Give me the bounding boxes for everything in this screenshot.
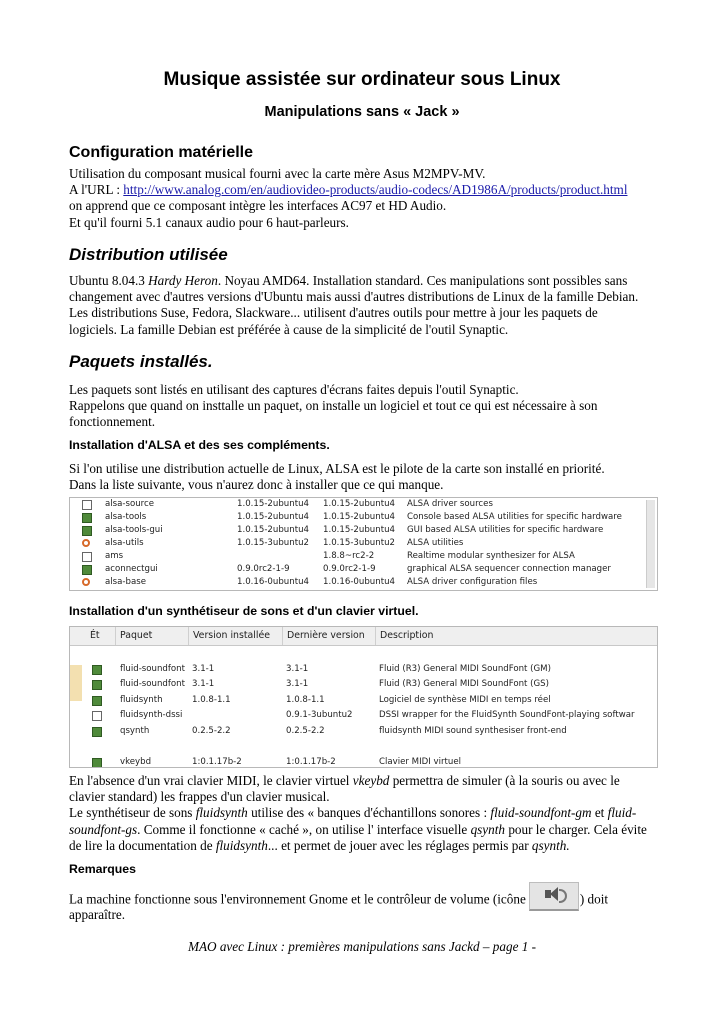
installed-version-cell: 3.1-1 xyxy=(192,679,215,689)
uninstalled-checkbox-icon[interactable] xyxy=(92,711,102,721)
heading-config: Configuration matérielle xyxy=(69,144,254,161)
installed-version-cell: 1.0.15-2ubuntu4 xyxy=(237,499,309,509)
ubuntu-logo-icon[interactable] xyxy=(82,539,90,547)
installed-version-cell: 1:0.1.17b-2 xyxy=(192,756,242,767)
syn-qsynth: qsynth xyxy=(470,821,506,837)
syn-qsynth-2: qsynth. xyxy=(531,837,570,853)
description-cell: fluidsynth MIDI sound synthesiser front-end xyxy=(379,725,567,736)
volume-speaker-icon xyxy=(529,882,579,911)
col-header-latest[interactable]: Dernière version xyxy=(282,627,365,645)
package-row[interactable] xyxy=(70,739,657,755)
config-url-prefix: A l'URL : xyxy=(69,182,124,198)
distro-line-4: logiciels. La famille Debian est préférée à cause de la simplicité de l'outil Synaptic. xyxy=(69,321,509,337)
syn-text-3d: pour le charger. Cela évite xyxy=(505,821,647,837)
installed-checkbox-icon[interactable] xyxy=(92,758,102,768)
synth-line-3 xyxy=(69,838,669,854)
description-cell: Console based ALSA utilities for specific hardware xyxy=(407,512,622,522)
remarques-text-b: ) doit xyxy=(579,891,609,907)
alsa-packages-screenshot xyxy=(69,497,658,591)
package-row[interactable] xyxy=(70,511,657,524)
distro-line-3: Les distributions Suse, Fedora, Slackware... utilisent d'autres outils pour mettre à jour les paquets de xyxy=(69,305,598,321)
installed-checkbox-icon[interactable] xyxy=(92,665,102,675)
installed-checkbox-icon[interactable] xyxy=(82,526,92,536)
syn-text-4c: ... et permet de jouer avec les réglages permis par xyxy=(267,837,532,853)
distro-codename: Hardy Heron xyxy=(148,273,218,288)
packages-line-3: fonctionnement. xyxy=(69,414,156,430)
package-row[interactable] xyxy=(70,724,657,740)
package-name-cell: alsa-tools-gui xyxy=(105,525,163,535)
config-line-4: Et qu'il fourni 5.1 canaux audio pour 6 haut-parleurs. xyxy=(69,214,349,230)
package-row[interactable] xyxy=(70,646,657,662)
kb-text-c: permettra de simuler (à la souris ou avec le xyxy=(389,773,620,788)
package-name-cell: alsa-tools xyxy=(105,512,147,522)
col-header-state[interactable]: Ét xyxy=(90,630,100,641)
package-name-cell: fluid-soundfont xyxy=(120,679,185,689)
synth-packages-screenshot xyxy=(69,626,658,768)
paragraph-remarques xyxy=(69,886,669,923)
heading-distro: Distribution utilisée xyxy=(69,245,228,264)
synth-line-2 xyxy=(69,822,669,838)
latest-version-cell: 1.0.15-2ubuntu4 xyxy=(323,512,395,522)
package-name-cell: aconnectgui xyxy=(105,564,158,574)
paragraph-packages xyxy=(69,382,659,431)
syn-fluidsynth-2: fluidsynth xyxy=(215,837,268,853)
latest-version-cell: 1.0.15-2ubuntu4 xyxy=(323,499,395,509)
uninstalled-checkbox-icon[interactable] xyxy=(82,500,92,510)
package-name-cell: alsa-utils xyxy=(105,538,144,548)
latest-version-cell: 1:0.1.17b-2 xyxy=(286,756,336,767)
latest-version-cell: 3.1-1 xyxy=(286,679,309,689)
document-title: Musique assistée sur ordinateur sous Linux xyxy=(163,69,561,90)
remarques-line-1 xyxy=(69,886,669,915)
description-cell: Logiciel de synthèse MIDI en temps réel xyxy=(379,694,551,705)
latest-version-cell: 3.1-1 xyxy=(286,663,309,674)
packages-line-1: Les paquets sont listés en utilisant des captures d'écrans faites depuis l'outil Synaptic. xyxy=(69,382,519,397)
installed-checkbox-icon[interactable] xyxy=(92,680,102,690)
config-line-2 xyxy=(69,182,659,198)
installed-version-cell: 1.0.8-1.1 xyxy=(192,694,231,705)
latest-version-cell: 1.8.8~rc2-2 xyxy=(323,551,375,561)
keyboard-line-1 xyxy=(69,773,669,789)
installed-version-cell: 0.9.0rc2-1-9 xyxy=(237,564,290,574)
package-name-cell: alsa-source xyxy=(105,499,155,509)
heading-synth: Installation d'un synthétiseur de sons et d'un clavier virtuel. xyxy=(69,604,419,618)
latest-version-cell: 1.0.15-3ubuntu2 xyxy=(323,538,395,548)
syn-text-e: et xyxy=(591,805,608,821)
package-row[interactable] xyxy=(70,563,657,576)
syn-text-4a: de lire la documentation de xyxy=(69,837,216,853)
latest-version-cell: 1.0.8-1.1 xyxy=(286,694,325,705)
syn-soundfont-gs-b: soundfont-gs xyxy=(69,821,138,837)
installed-checkbox-icon[interactable] xyxy=(92,696,102,706)
description-cell: GUI based ALSA utilities for specific hardware xyxy=(407,525,604,535)
keyboard-line-2: clavier standard) les frappes d'un clavier musical. xyxy=(69,789,330,805)
description-cell: graphical ALSA sequencer connection manager xyxy=(407,564,611,574)
installed-checkbox-icon[interactable] xyxy=(82,565,92,575)
alsa-line-2: Dans la liste suivante, vous n'aurez donc à installer que ce qui manque. xyxy=(69,477,444,493)
heading-packages: Paquets installés. xyxy=(69,352,213,371)
package-name-cell: qsynth xyxy=(120,725,150,736)
latest-version-cell: 0.2.5-2.2 xyxy=(286,725,325,736)
heading-alsa: Installation d'ALSA et des ses compléments. xyxy=(69,438,330,452)
kb-vkeybd: vkeybd xyxy=(352,773,390,788)
ubuntu-logo-icon[interactable] xyxy=(82,578,90,586)
uninstalled-checkbox-icon[interactable] xyxy=(82,552,92,562)
installed-checkbox-icon[interactable] xyxy=(82,513,92,523)
package-name-cell: vkeybd xyxy=(120,756,152,767)
package-row[interactable] xyxy=(70,498,657,511)
description-cell: ALSA utilities xyxy=(407,538,464,548)
paragraph-distro xyxy=(69,273,659,338)
description-cell: ALSA driver configuration files xyxy=(407,577,538,587)
package-row[interactable] xyxy=(70,708,657,724)
description-cell: Realtime modular synthesizer for ALSA xyxy=(407,551,575,561)
paragraph-keyboard xyxy=(69,773,669,854)
latest-version-cell: 0.9.0rc2-1-9 xyxy=(323,564,376,574)
analog-url-link[interactable]: http://www.analog.com/en/audiovideo-products/audio-codecs/AD1986A/products/product.html xyxy=(123,182,628,198)
description-cell: Clavier MIDI virtuel xyxy=(379,756,462,767)
installed-version-cell: 1.0.15-3ubuntu2 xyxy=(237,538,309,548)
package-row[interactable] xyxy=(70,550,657,563)
syn-text-c: utilise des « banques d'échantillons sonores : xyxy=(247,805,491,821)
distro-text-a: Ubuntu 8.04.3 xyxy=(69,273,149,288)
col-header-package[interactable]: Paquet xyxy=(115,627,152,645)
remarques-line-2: apparaître. xyxy=(69,907,126,922)
installed-version-cell: 1.0.15-2ubuntu4 xyxy=(237,525,309,535)
config-line-1: Utilisation du composant musical fourni avec la carte mère Asus M2MPV-MV. xyxy=(69,166,486,181)
description-cell: ALSA driver sources xyxy=(407,499,493,509)
package-name-cell: fluidsynth xyxy=(120,694,163,705)
syn-text-3b: . Comme il fonctionne « caché », on utilise l' interface visuelle xyxy=(137,821,471,837)
package-row[interactable] xyxy=(70,524,657,537)
packages-line-2: Rappelons que quand on insttalle un paquet, on installe un logiciel et tout ce qui est nécessaire à son xyxy=(69,398,598,414)
alsa-line-1: Si l'on utilise une distribution actuelle de Linux, ALSA est le pilote de la carte son installé en priorité. xyxy=(69,461,605,476)
installed-checkbox-icon[interactable] xyxy=(92,727,102,737)
package-row[interactable] xyxy=(70,755,657,769)
col-header-description[interactable]: Description xyxy=(375,627,433,645)
package-name-cell: ams xyxy=(105,551,124,561)
package-name-cell: alsa-base xyxy=(105,577,146,587)
col-header-installed[interactable]: Version installée xyxy=(188,627,270,645)
distro-text-c: . Noyau AMD64. Installation standard. Ces manipulations sont possibles sans xyxy=(217,273,628,288)
package-name-cell: fluidsynth-dssi xyxy=(120,710,183,720)
package-row[interactable] xyxy=(70,677,657,693)
latest-version-cell: 1.0.15-2ubuntu4 xyxy=(323,525,395,535)
paragraph-config xyxy=(69,166,659,231)
installed-version-cell: 1.0.16-0ubuntu4 xyxy=(237,577,309,587)
package-row[interactable] xyxy=(70,693,657,709)
installed-version-cell: 1.0.15-2ubuntu4 xyxy=(237,512,309,522)
synth-line-1 xyxy=(69,805,669,821)
description-cell: Fluid (R3) General MIDI SoundFont (GM) xyxy=(379,663,551,674)
synaptic-header-row xyxy=(70,627,657,646)
config-line-3: on apprend que ce composant intègre les interfaces AC97 et HD Audio. xyxy=(69,198,447,214)
distro-line-1 xyxy=(69,273,659,289)
heading-remarques: Remarques xyxy=(69,862,136,876)
package-row[interactable] xyxy=(70,662,657,678)
package-name-cell: fluid-soundfont xyxy=(120,663,185,674)
syn-soundfont-gs-a: fluid- xyxy=(607,805,637,821)
description-cell: DSSI wrapper for the FluidSynth SoundFont-playing softwar xyxy=(379,710,635,720)
installed-version-cell: 3.1-1 xyxy=(192,663,215,674)
package-row[interactable] xyxy=(70,576,657,589)
installed-version-cell: 0.2.5-2.2 xyxy=(192,725,231,736)
document-subtitle: Manipulations sans « Jack » xyxy=(264,104,460,120)
latest-version-cell: 1.0.16-0ubuntu4 xyxy=(323,577,395,587)
description-cell: Fluid (R3) General MIDI SoundFont (GS) xyxy=(379,679,549,689)
kb-text-a: En l'absence d'un vrai clavier MIDI, le clavier virtuel xyxy=(69,773,353,788)
syn-soundfont-gm: fluid-soundfont-gm xyxy=(490,805,592,821)
paragraph-alsa xyxy=(69,461,659,493)
package-row[interactable] xyxy=(70,537,657,550)
page-footer: MAO avec Linux : premières manipulations sans Jackd – page 1 - xyxy=(187,939,537,954)
syn-fluidsynth: fluidsynth xyxy=(195,805,248,821)
remarques-text-a: La machine fonctionne sous l'environnement Gnome et le contrôleur de volume (icône xyxy=(69,891,526,907)
syn-text-a: Le synthétiseur de sons xyxy=(69,805,196,821)
latest-version-cell: 0.9.1-3ubuntu2 xyxy=(286,710,353,720)
distro-line-2: changement avec d'autres versions d'Ubuntu mais aussi d'autres distributions de Linux de la famille Debian. xyxy=(69,289,639,305)
